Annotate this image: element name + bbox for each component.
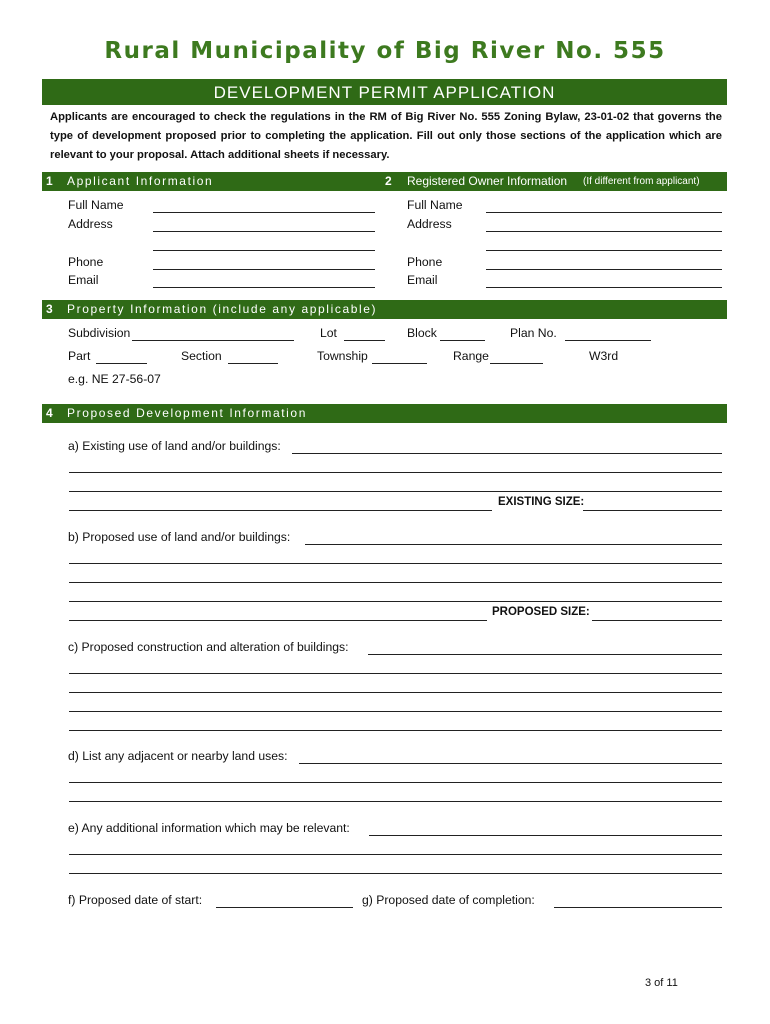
section-3-title: Property Information (include any applicable): [67, 302, 378, 316]
section-bar-3: [42, 300, 727, 319]
additional-info-line-3[interactable]: [69, 873, 722, 874]
proposed-use-line-5[interactable]: [69, 620, 487, 621]
construction-label: c) Proposed construction and alteration of buildings:: [68, 640, 349, 654]
owner-address-label: Address: [407, 217, 452, 231]
existing-use-line-2[interactable]: [69, 472, 722, 473]
completion-date-field[interactable]: [554, 907, 722, 908]
owner-address-field-1[interactable]: [486, 231, 722, 232]
proposed-use-line-4[interactable]: [69, 601, 722, 602]
additional-info-field[interactable]: [369, 835, 722, 836]
section-2-number: 2: [385, 174, 392, 188]
section-bar-4: [42, 404, 727, 423]
part-label: Part: [68, 349, 91, 363]
existing-use-label: a) Existing use of land and/or buildings:: [68, 439, 281, 453]
adjacent-uses-field[interactable]: [299, 763, 722, 764]
applicant-phone-field[interactable]: [153, 269, 375, 270]
additional-info-line-2[interactable]: [69, 854, 722, 855]
applicant-email-field[interactable]: [153, 287, 375, 288]
completion-date-label: g) Proposed date of completion:: [362, 893, 535, 907]
lot-label: Lot: [320, 326, 337, 340]
section-2-title: Registered Owner Information: [407, 174, 568, 188]
existing-use-line-4[interactable]: [69, 510, 492, 511]
owner-full-name-label: Full Name: [407, 198, 463, 212]
section-1-number: 1: [46, 174, 53, 188]
applicant-full-name-field[interactable]: [153, 212, 375, 213]
adjacent-uses-label: d) List any adjacent or nearby land uses:: [68, 749, 288, 763]
section-2-note: (If different from applicant): [583, 176, 700, 187]
construction-field[interactable]: [368, 654, 722, 655]
range-field[interactable]: [490, 363, 543, 364]
proposed-use-line-3[interactable]: [69, 582, 722, 583]
form-banner: DEVELOPMENT PERMIT APPLICATION: [42, 79, 727, 105]
plan-label: Plan No.: [510, 326, 557, 340]
section-3-number: 3: [46, 302, 53, 316]
existing-use-field[interactable]: [292, 453, 722, 454]
construction-line-5[interactable]: [69, 730, 722, 731]
intro-text: Applicants are encouraged to check the regulations in the RM of Big River No. 555 Zoning Bylaw, 23-01-02 that governs the type of development proposed prior to completing the application. Fill out only those sections of the application which are relevant to your proposal. Attach additional sheets if necessary.: [50, 111, 722, 161]
adjacent-uses-line-3[interactable]: [69, 801, 722, 802]
owner-address-field-2[interactable]: [486, 250, 722, 251]
proposed-use-label: b) Proposed use of land and/or buildings:: [68, 530, 291, 544]
section-bar-1-2: [42, 172, 727, 191]
proposed-size-field[interactable]: [592, 620, 722, 621]
section-1-title: Applicant Information: [67, 174, 214, 188]
section-4-title: Proposed Development Information: [67, 406, 307, 420]
start-date-label: f) Proposed date of start:: [68, 893, 203, 907]
township-label: Township: [317, 349, 368, 363]
meridian-label: W3rd: [589, 349, 619, 363]
page-title: Rural Municipality of Big River No. 555: [104, 38, 666, 64]
part-field[interactable]: [96, 363, 147, 364]
owner-phone-field[interactable]: [486, 269, 722, 270]
applicant-address-label: Address: [68, 217, 113, 231]
block-label: Block: [407, 326, 437, 340]
construction-line-2[interactable]: [69, 673, 722, 674]
plan-field[interactable]: [565, 340, 651, 341]
applicant-address-field-1[interactable]: [153, 231, 375, 232]
additional-info-label: e) Any additional information which may be relevant:: [68, 821, 350, 835]
proposed-use-field[interactable]: [305, 544, 722, 545]
block-field[interactable]: [440, 340, 485, 341]
construction-line-4[interactable]: [69, 711, 722, 712]
applicant-email-label: Email: [68, 273, 99, 287]
owner-email-label: Email: [407, 273, 438, 287]
township-field[interactable]: [372, 363, 427, 364]
proposed-size-label: PROPOSED SIZE:: [492, 606, 590, 618]
owner-phone-label: Phone: [407, 255, 443, 269]
existing-size-field[interactable]: [583, 510, 722, 511]
section-field[interactable]: [228, 363, 278, 364]
proposed-use-line-2[interactable]: [69, 563, 722, 564]
adjacent-uses-line-2[interactable]: [69, 782, 722, 783]
subdivision-label: Subdivision: [68, 326, 131, 340]
construction-line-3[interactable]: [69, 692, 722, 693]
legal-example: e.g. NE 27-56-07: [68, 372, 161, 386]
existing-use-line-3[interactable]: [69, 491, 722, 492]
section-label: Section: [181, 349, 222, 363]
owner-email-field[interactable]: [486, 287, 722, 288]
start-date-field[interactable]: [216, 907, 353, 908]
lot-field[interactable]: [344, 340, 385, 341]
section-4-number: 4: [46, 406, 53, 420]
applicant-full-name-label: Full Name: [68, 198, 124, 212]
existing-size-label: EXISTING SIZE:: [498, 496, 585, 508]
applicant-address-field-2[interactable]: [153, 250, 375, 251]
page-number: 3 of 11: [645, 977, 678, 989]
applicant-phone-label: Phone: [68, 255, 104, 269]
owner-full-name-field[interactable]: [486, 212, 722, 213]
range-label: Range: [453, 349, 489, 363]
subdivision-field[interactable]: [132, 340, 294, 341]
